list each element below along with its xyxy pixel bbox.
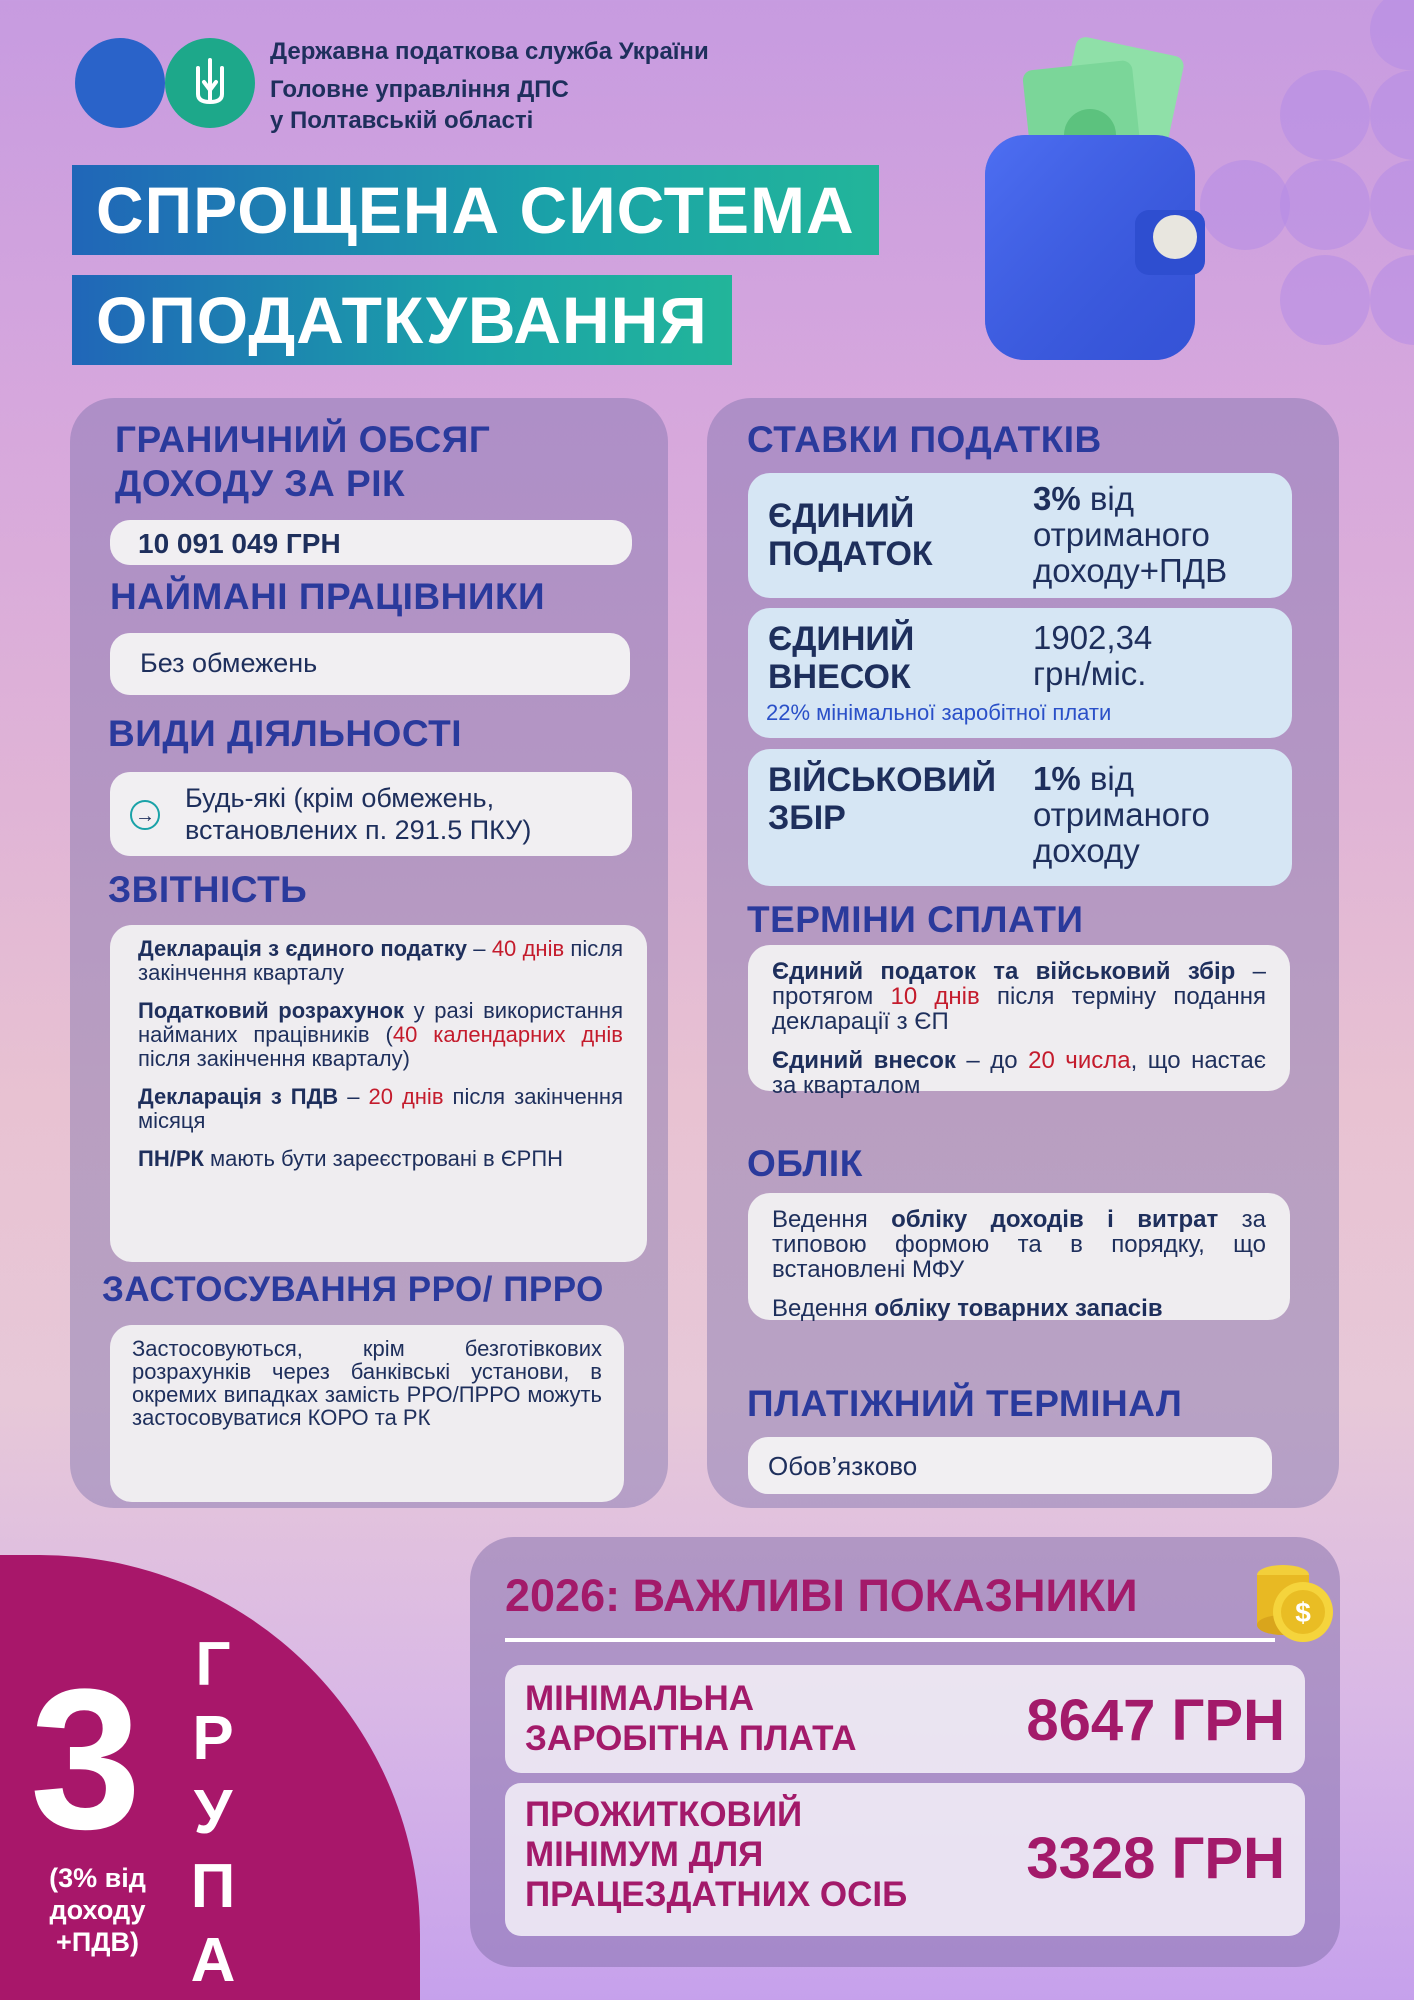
accounting-title: ОБЛІК (747, 1143, 863, 1184)
group-number: 3 (30, 1648, 142, 1871)
terminal-title: ПЛАТІЖНИЙ ТЕРМІНАЛ (747, 1383, 1183, 1424)
reporting-item: ПН/РК мають бути зареєстровані в ЄРПН (138, 1146, 564, 1171)
org-name: Державна податкова служба України Головне управління ДПС у Полтавській області (270, 38, 709, 134)
accounting-item: Ведення обліку товарних запасів (772, 1295, 1163, 1322)
rro-card: Застосовуються, крім безготівкових розрахунків через банківські установи, в окремих випадках замість РРО/ПРРО можуть застосовуватися КОРО та РК (110, 1325, 624, 1502)
limit-title: ГРАНИЧНИЙ ОБСЯГ ДОХОДУ ЗА РІК (115, 419, 491, 504)
terms-card (748, 945, 1290, 1099)
logo-circle-blue (75, 38, 165, 128)
decor-circle (1280, 255, 1370, 345)
indicator-subsistence-min: ПРОЖИТКОВИЙ МІНІМУМ ДЛЯ ПРАЦЕЗДАТНИХ ОСІБ 3328 ГРН (505, 1783, 1305, 1936)
tax-card-single-contribution: ЄДИНИЙ ВНЕСОК 1902,34 грн/міс. 22% мінімальної заробітної плати (748, 608, 1292, 738)
term-item: Єдиний внесок – до 20 числа, що настає за кварталом (772, 1047, 1267, 1099)
activities-title: ВИДИ ДІЯЛЬНОСТІ (108, 713, 463, 754)
indicators-divider (505, 1638, 1275, 1642)
decor-circle (1370, 70, 1414, 160)
indicators-title: 2026: ВАЖЛИВІ ПОКАЗНИКИ (505, 1570, 1138, 1621)
decor-circle (1280, 70, 1370, 160)
limit-value: 10 091 049 ГРН (110, 520, 632, 565)
rates-title: СТАВКИ ПОДАТКІВ (747, 419, 1102, 460)
term-item: Єдиний податок та військовий збір – протягом 10 днів після терміну подання декларації з ЄП (772, 958, 1267, 1035)
group-note: (3% від доходу +ПДВ) (49, 1863, 146, 1957)
accounting-item: Ведення обліку доходів і витрат за типовою формою та в порядку, що встановлені МФУ (772, 1206, 1266, 1283)
decor-circle (1370, 0, 1414, 70)
tax-card-military-levy: ВІЙСЬКОВИЙ ЗБІР 1% від отриманого доходу (748, 749, 1292, 886)
decor-circle (1370, 160, 1414, 250)
reporting-item: Податковий розрахунок у разі використання найманих працівників (40 календарних днів після закінчення кварталу) (138, 998, 623, 1071)
decor-circle (1370, 255, 1414, 345)
wallet-icon (975, 25, 1235, 370)
employees-value: Без обмежень (110, 633, 630, 695)
page-title-line2: ОПОДАТКУВАННЯ (72, 275, 732, 365)
rro-title: ЗАСТОСУВАННЯ РРО/ ПРРО (102, 1270, 604, 1309)
reporting-title: ЗВІТНІСТЬ (108, 869, 308, 910)
arrow-right-icon: → (130, 800, 160, 830)
trident-icon (165, 38, 255, 128)
reporting-item: Декларація з ПДВ – 20 днів після закінчення місяця (138, 1084, 623, 1133)
accounting-card (748, 1193, 1290, 1320)
tax-card-single-tax: ЄДИНИЙ ПОДАТОК 3% від отриманого доходу+ПДВ (748, 473, 1292, 598)
decor-circle (1280, 160, 1370, 250)
reporting-card (110, 925, 647, 1262)
reporting-item: Декларація з єдиного податку – 40 днів після закінчення кварталу (138, 936, 623, 985)
terminal-value: Обов’язково (748, 1437, 1272, 1494)
svg-text:$: $ (1295, 1597, 1311, 1628)
group-word: Г Р У П А (190, 1630, 236, 1995)
terms-title: ТЕРМІНИ СПЛАТИ (747, 899, 1084, 940)
employees-title: НАЙМАНІ ПРАЦІВНИКИ (110, 576, 546, 617)
logo-circle-green (165, 38, 255, 128)
activities-value: → Будь-які (крім обмежень, встановлених п. 291.5 ПКУ) (110, 772, 632, 856)
coins-icon (1245, 1550, 1340, 1650)
indicator-min-wage: МІНІМАЛЬНА ЗАРОБІТНА ПЛАТА 8647 ГРН (505, 1665, 1305, 1773)
page-title-line1: СПРОЩЕНА СИСТЕМА (72, 165, 879, 255)
